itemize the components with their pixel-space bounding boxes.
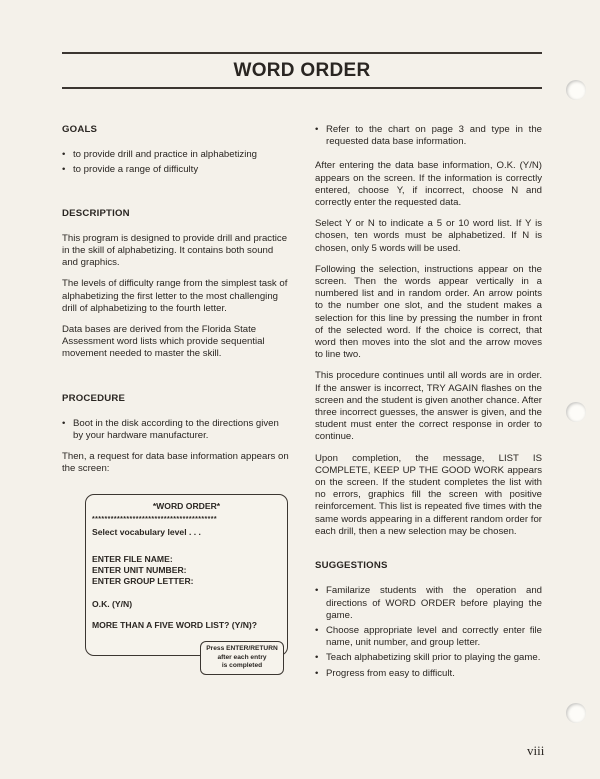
procedure-list xyxy=(62,418,291,442)
suggestions-list xyxy=(315,585,542,679)
right-column xyxy=(315,124,542,683)
description-paragraph: This program is designed to provide drill and practice in the skill of alphabetizing. It contains both sound and graphics. xyxy=(62,232,288,269)
screen-file-name: ENTER FILE NAME: xyxy=(92,554,173,564)
binder-hole xyxy=(566,80,586,100)
suggestions-heading: SUGGESTIONS xyxy=(315,560,388,572)
procedure-item: • Boot in the disk according to the directions given by your hardware manufacturer. xyxy=(62,418,291,442)
binder-hole xyxy=(566,703,586,723)
description-paragraph: The levels of difficulty range from the simplest task of alphabetizing the first letter to the most challenging drill of alphabetizing to the fourth letter. xyxy=(62,278,288,314)
top-rule xyxy=(62,52,542,54)
screen-star-border: **************************************** xyxy=(92,516,217,523)
callout-line: after each entry xyxy=(217,653,267,661)
goal-item: • to provide a range of difficulty xyxy=(62,164,291,176)
bottom-rule xyxy=(62,87,542,89)
callout-line: Press ENTER/RETURN xyxy=(206,645,278,652)
right-paragraph: This procedure continues until all words are in order. If the answer is incorrect, TRY AGAIN flashes on the screen and the student is given another chance. After three incorrect guesses, the answer is given, and the student must enter the correct response in order to continue. xyxy=(315,370,542,443)
suggestion-item: • Teach alphabetizing skill prior to playing the game. xyxy=(315,652,542,664)
description-heading: DESCRIPTION xyxy=(62,207,130,219)
procedure-paragraph: Then, a request for data base information appears on the screen: xyxy=(62,451,289,475)
screen-title: *WORD ORDER* xyxy=(152,501,221,511)
refer-item: • Refer to the chart on page 3 and type in the requested data base information. xyxy=(315,124,542,148)
screen-group-letter: ENTER GROUP LETTER: xyxy=(92,576,194,586)
page-number: viii xyxy=(527,743,545,758)
screen-unit-number: ENTER UNIT NUMBER: xyxy=(92,565,187,575)
enter-callout-box xyxy=(200,641,284,675)
screen-five-word-prompt: MORE THAN A FIVE WORD LIST? (Y/N)? xyxy=(92,620,258,630)
suggestion-item: • Familarize students with the operation and directions of WORD ORDER before playing the game. xyxy=(315,585,542,622)
screen-mockup xyxy=(85,494,288,656)
description-paragraph: Data bases are derived from the Florida State Assessment word lists which provide sequential movement needed to master the skill. xyxy=(62,324,265,360)
suggestion-item: • Choose appropriate level and correctly enter file name, unit number, and group letter. xyxy=(315,625,542,649)
screen-select-level: Select vocabulary level . . . xyxy=(92,527,201,537)
goals-list xyxy=(62,149,291,176)
callout-line: is completed xyxy=(221,662,263,670)
goals-heading: GOALS xyxy=(62,124,98,135)
binder-hole xyxy=(566,402,586,422)
refer-list xyxy=(315,124,542,148)
right-paragraph: Following the selection, instructions appear on the screen. Then the words appear vertically in a numbered list and in random order. An arrow points to the number one slot, and the student makes a selection for this line by pressing the number in front of the selected word. If the choice is correct, that word then moves into the slot and the arrow moves to line two. xyxy=(315,263,542,361)
page-title: WORD ORDER xyxy=(233,60,371,81)
goal-item: • to provide drill and practice in alphabetizing xyxy=(62,149,291,161)
right-paragraph: After entering the data base information, O.K. (Y/N) appears on the screen. If the information is correctly entered, choose Y, if incorrect, choose N and correctly enter the requested data. xyxy=(315,160,542,209)
suggestion-item: • Progress from easy to difficult. xyxy=(315,668,542,680)
right-paragraph: Upon completion, the message, LIST IS COMPLETE, KEEP UP THE GOOD WORK appears on the screen. If the student completes the list with no errors, graphics fill the screen with positive reinforcement. This list is repeated five times with the same words appearing in a different random order for each drill, then a new selection may be chosen. xyxy=(315,452,542,537)
procedure-heading: PROCEDURE xyxy=(62,392,126,404)
right-paragraph: Select Y or N to indicate a 5 or 10 word list. If Y is chosen, ten words must be alphabetized. If N is chosen, only 5 words will be used. xyxy=(315,218,542,254)
left-column xyxy=(62,124,291,485)
screen-ok-prompt: O.K. (Y/N) xyxy=(92,599,133,609)
